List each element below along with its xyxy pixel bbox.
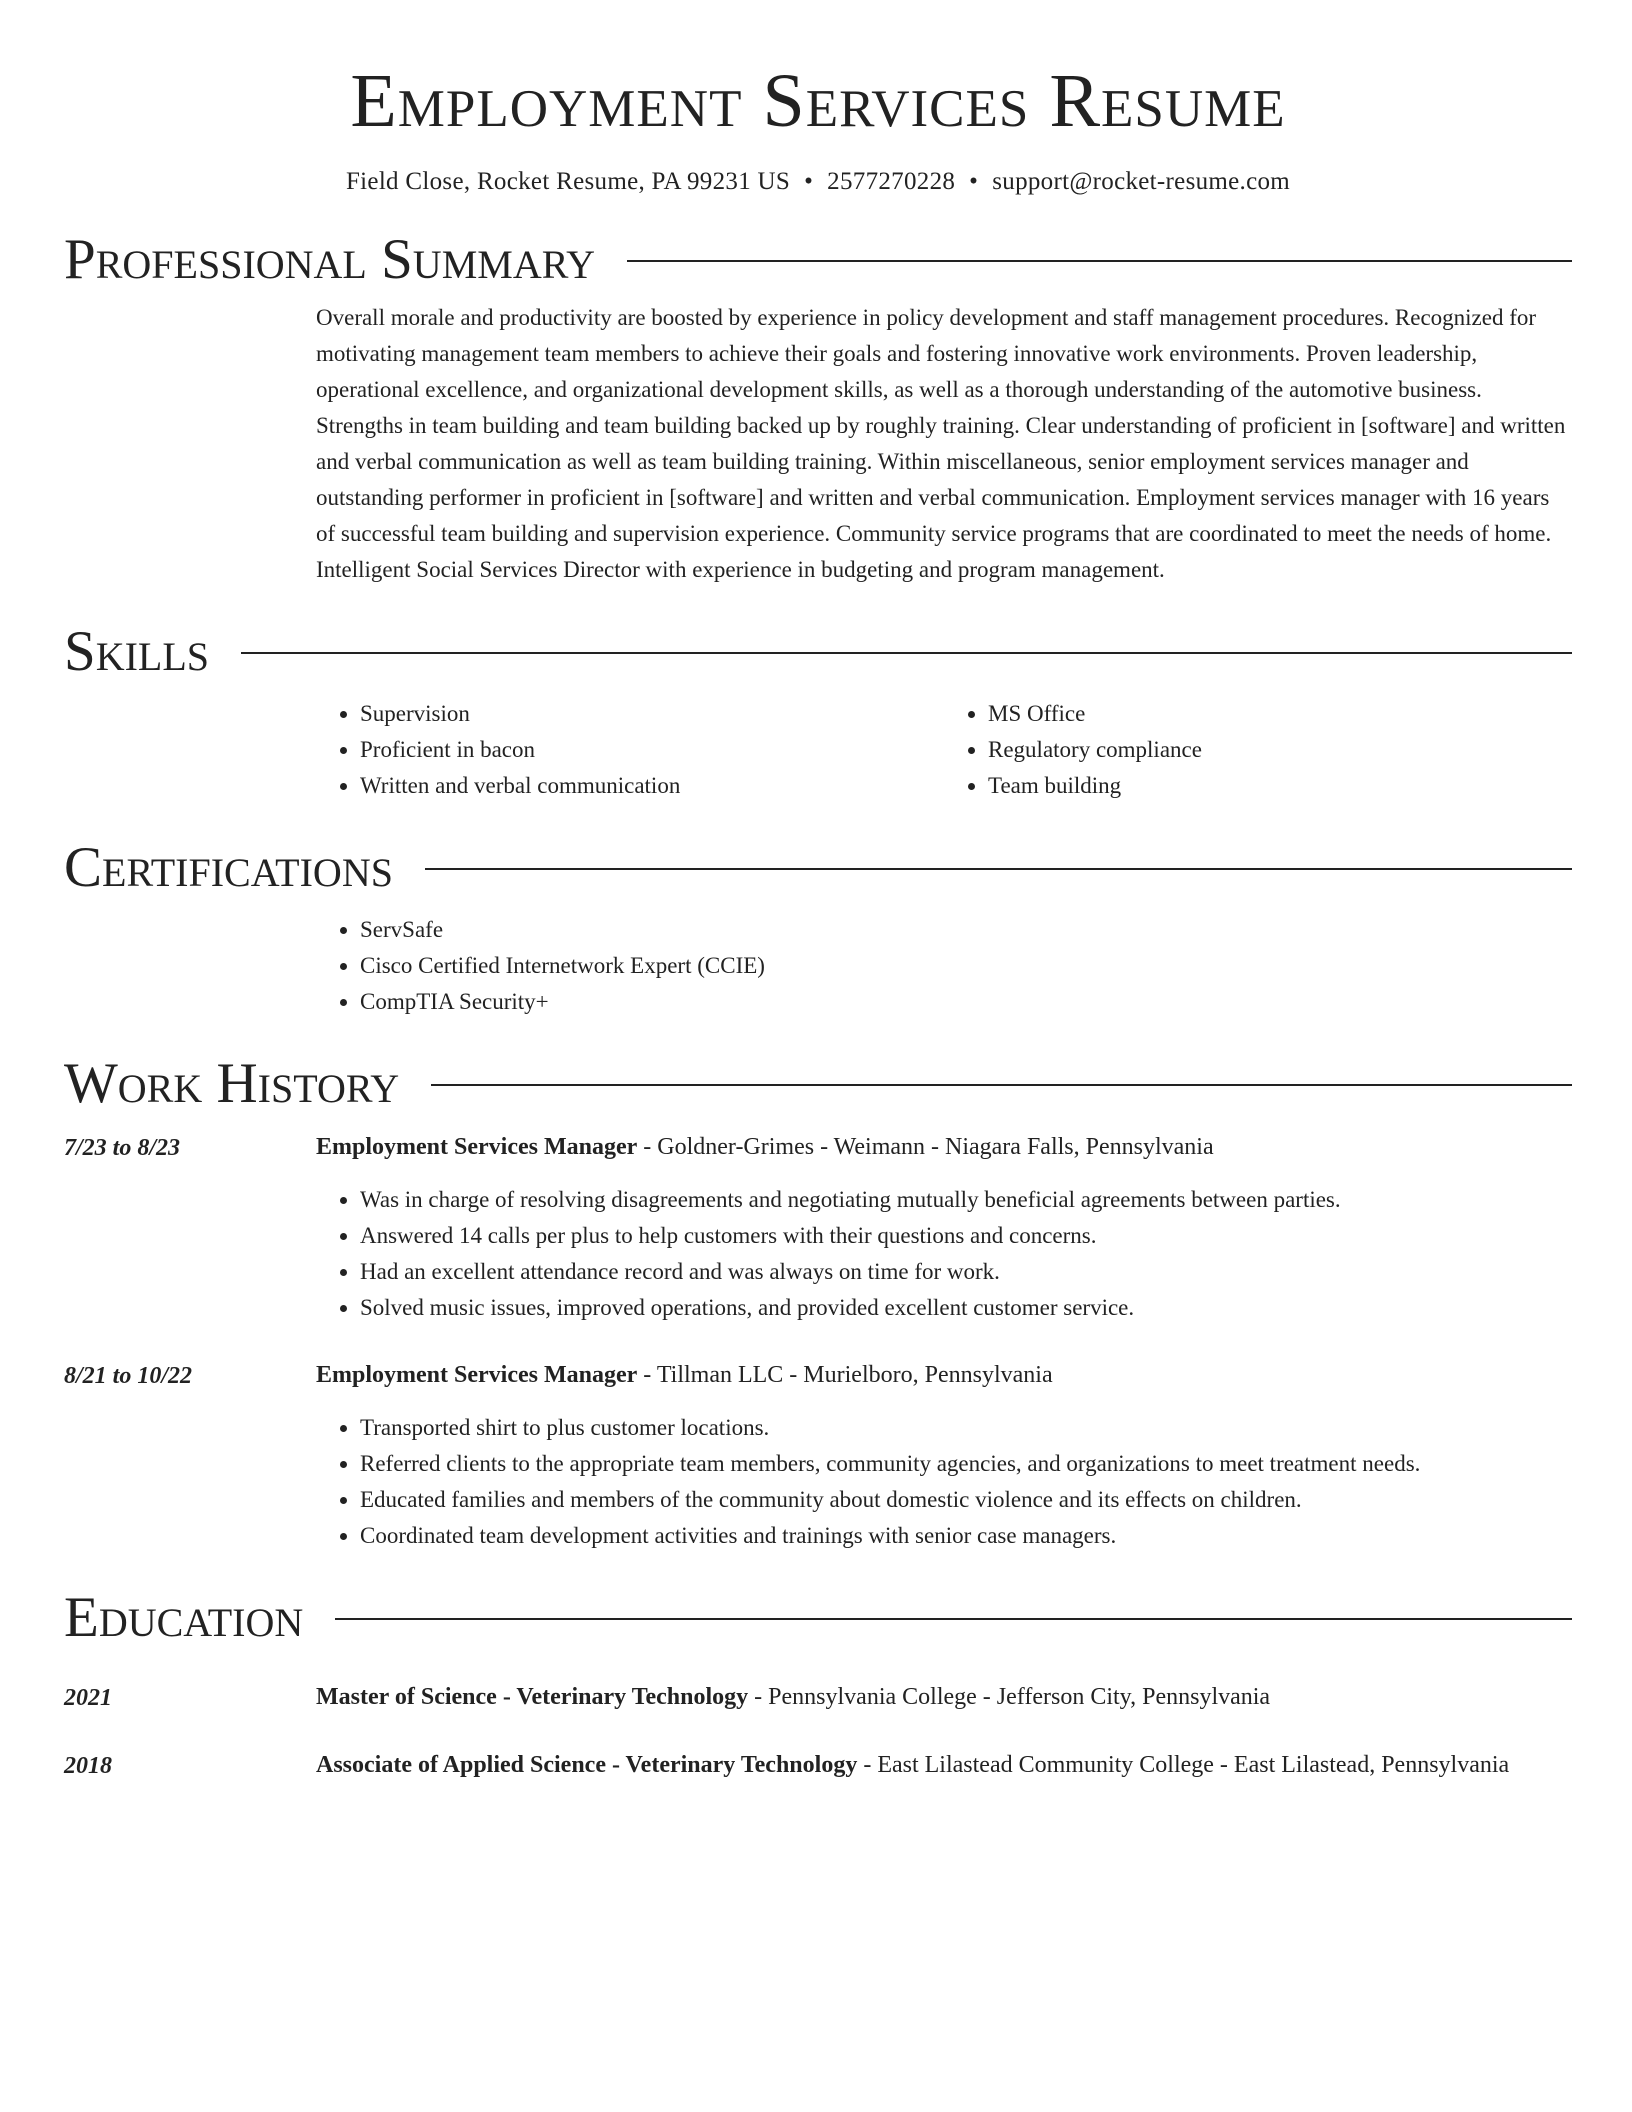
degree-title: Associate of Applied Science - Veterinary Technology xyxy=(316,1751,858,1778)
job-employer-location: - Goldner-Grimes - Weimann - Niagara Falls, Pennsylvania xyxy=(637,1133,1214,1160)
education-details xyxy=(316,1678,1572,1716)
section-title-education: Education xyxy=(64,1586,304,1650)
skills-section xyxy=(64,622,1572,804)
education-details xyxy=(316,1746,1572,1784)
contact-separator: • xyxy=(969,167,979,195)
certification-item: • Cisco Certified Internetwork Expert (CCIE) xyxy=(360,948,1572,984)
certifications-list xyxy=(316,912,1572,1020)
section-title-work-history: Work History xyxy=(64,1052,400,1116)
summary-section xyxy=(64,230,1572,588)
skill-item: • Supervision xyxy=(360,696,944,732)
school-location: - East Lilastead Community College - East Lilastead, Pennsylvania xyxy=(857,1751,1510,1778)
section-divider xyxy=(335,1618,1572,1620)
work-entry xyxy=(64,1356,1572,1554)
certifications-section xyxy=(64,838,1572,1020)
section-divider xyxy=(431,1084,1572,1086)
work-details xyxy=(316,1128,1572,1326)
education-year: 2018 xyxy=(64,1752,112,1779)
job-bullet: • Answered 14 calls per plus to help customers with their questions and concerns. xyxy=(360,1218,1572,1254)
degree-title: Master of Science - Veterinary Technology xyxy=(316,1683,749,1710)
job-bullets xyxy=(316,1182,1572,1326)
contact-line xyxy=(64,168,1572,196)
section-header xyxy=(64,1054,1572,1114)
job-bullet: • Solved music issues, improved operations, and provided excellent customer service. xyxy=(360,1290,1572,1326)
section-divider xyxy=(425,868,1572,870)
section-divider xyxy=(627,260,1572,262)
job-bullet: • Educated families and members of the community about domestic violence and its effects on children. xyxy=(360,1482,1572,1518)
skill-item: • MS Office xyxy=(988,696,1572,732)
job-employer-location: - Tillman LLC - Murielboro, Pennsylvania xyxy=(637,1361,1053,1388)
contact-address: Field Close, Rocket Resume, PA 99231 US xyxy=(345,167,791,195)
education-entry xyxy=(64,1678,1572,1716)
skill-item: • Team building xyxy=(988,768,1572,804)
skill-item: • Regulatory compliance xyxy=(988,732,1572,768)
skill-item: • Written and verbal communication xyxy=(360,768,944,804)
job-bullet: • Referred clients to the appropriate team members, community agencies, and organizations to meet treatment needs. xyxy=(360,1446,1572,1482)
education-year: 2021 xyxy=(64,1684,112,1711)
skill-item: • Proficient in bacon xyxy=(360,732,944,768)
resume-title: Employment Services Resume xyxy=(350,59,1286,143)
work-details xyxy=(316,1356,1572,1554)
section-header xyxy=(64,1588,1572,1648)
section-header xyxy=(64,838,1572,898)
certification-item: • ServSafe xyxy=(360,912,1572,948)
resume-page xyxy=(64,0,1572,1784)
section-title-skills: Skills xyxy=(64,620,210,684)
school-location: - Pennsylvania College - Jefferson City, Pennsylvania xyxy=(748,1683,1271,1710)
contact-email: support@rocket-resume.com xyxy=(992,167,1291,195)
skills-list-right xyxy=(944,696,1572,804)
section-title-certifications: Certifications xyxy=(64,836,393,900)
job-bullet: • Coordinated team development activities and trainings with senior case managers. xyxy=(360,1518,1572,1554)
education-entry xyxy=(64,1746,1572,1784)
job-bullets xyxy=(316,1410,1572,1554)
job-bullet: • Had an excellent attendance record and was always on time for work. xyxy=(360,1254,1572,1290)
certification-item: • CompTIA Security+ xyxy=(360,984,1572,1020)
work-date: 7/23 to 8/23 xyxy=(64,1134,181,1161)
work-entry xyxy=(64,1128,1572,1326)
section-divider xyxy=(241,652,1572,654)
section-title-summary: Professional Summary xyxy=(64,228,596,292)
job-bullet: • Transported shirt to plus customer locations. xyxy=(360,1410,1572,1446)
job-bullet: • Was in charge of resolving disagreements and negotiating mutually beneficial agreements between parties. xyxy=(360,1182,1572,1218)
contact-separator: • xyxy=(804,167,814,195)
section-header xyxy=(64,622,1572,682)
job-title: Employment Services Manager xyxy=(316,1133,638,1160)
summary-text: Overall morale and productivity are boosted by experience in policy development and staff management procedures. Recognized for motivating management team members to achieve their goals and fostering innovative work environments. Proven leadership, operational excellence, and organizational development skills, as well as a thorough understanding of the automotive business. Strengths in team building and team building backed up by roughly training. Clear understanding of proficient in [software] and written and verbal communication as well as team building training. Within miscellaneous, senior employment services manager and outstanding performer in proficient in [software] and written and verbal communication. Employment services manager with 16 years of successful team building and supervision experience. Community service programs that are coordinated to meet the needs of home. Intelligent Social Services Director with experience in budgeting and program management. xyxy=(316,304,1566,582)
education-section xyxy=(64,1588,1572,1784)
skills-grid xyxy=(316,696,1572,804)
work-date: 8/21 to 10/22 xyxy=(64,1362,193,1389)
section-header xyxy=(64,230,1572,290)
skills-list-left xyxy=(316,696,944,804)
work-history-section xyxy=(64,1054,1572,1554)
job-title: Employment Services Manager xyxy=(316,1361,638,1388)
contact-phone: 2577270228 xyxy=(827,167,956,195)
